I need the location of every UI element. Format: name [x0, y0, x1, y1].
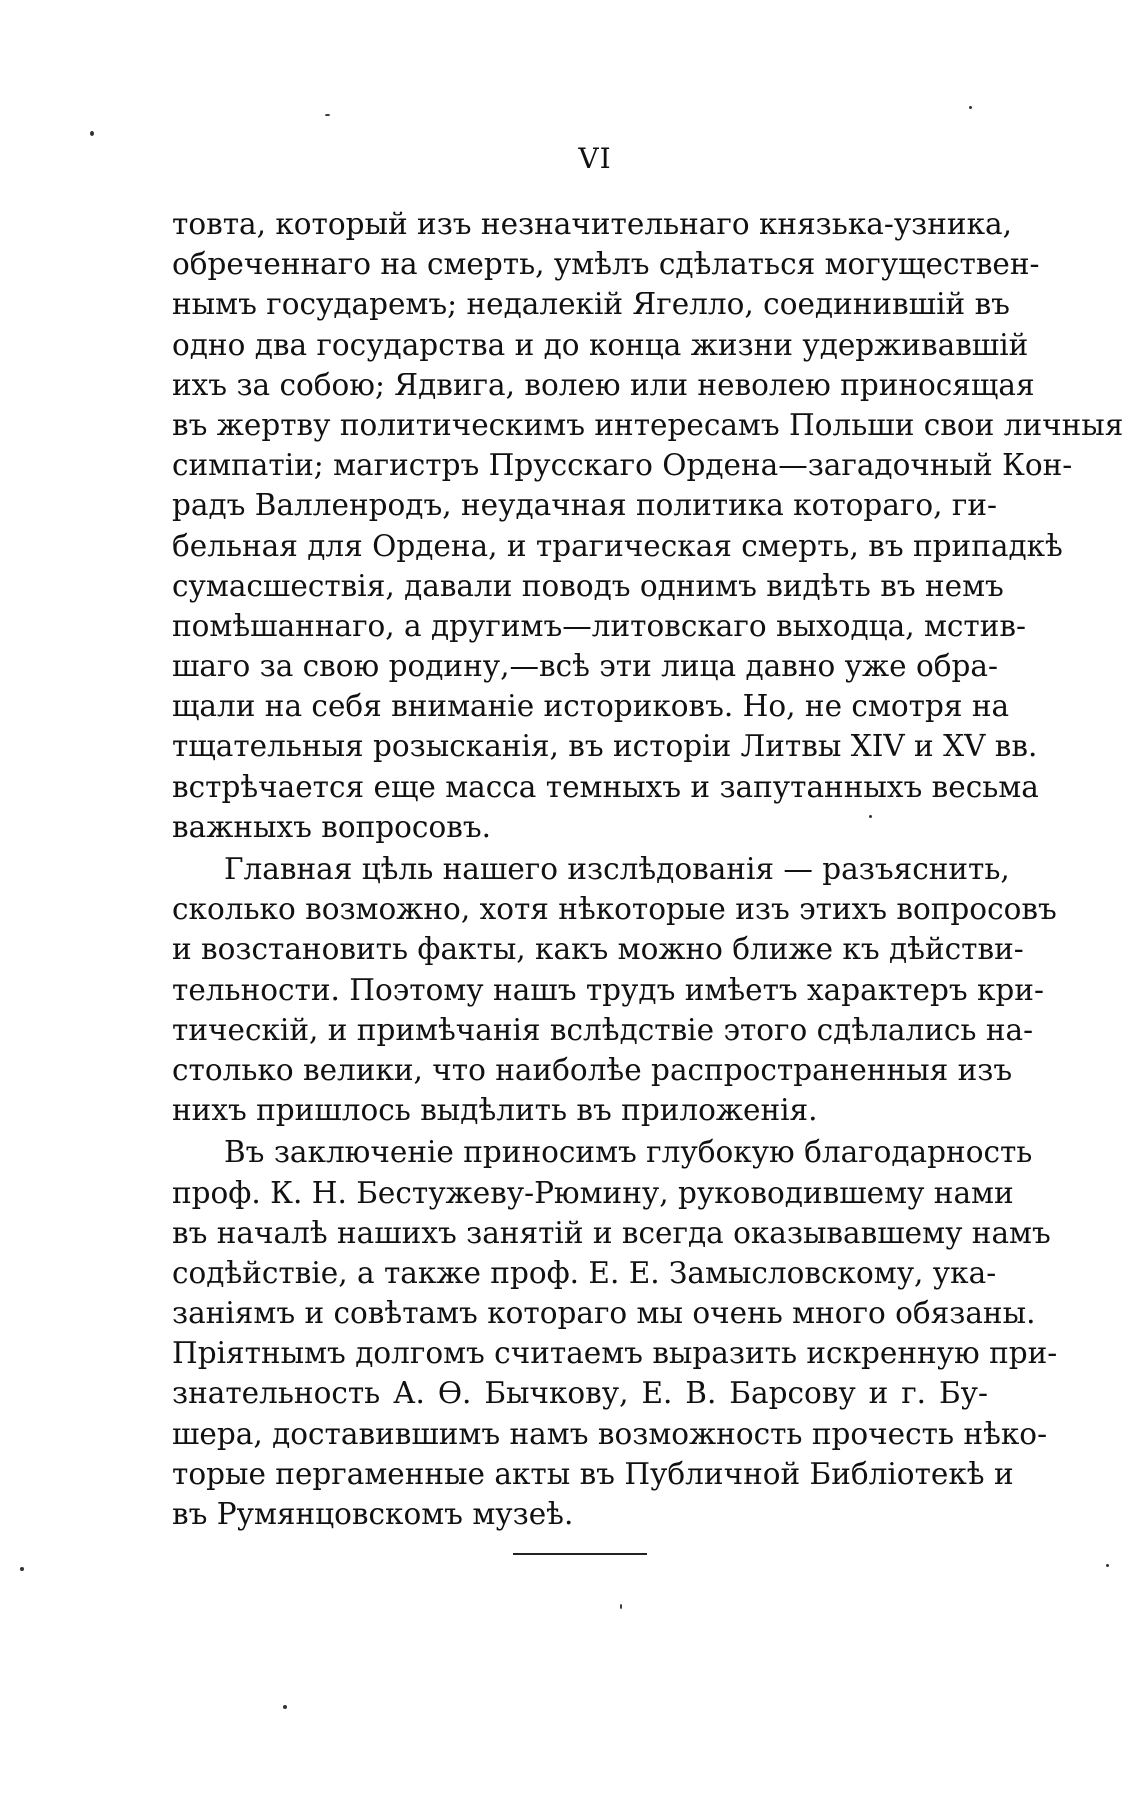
text-line: столько велики, что наиболѣе распространенныя изъ — [172, 1052, 1013, 1087]
text-line: шаго за свою родину,—всѣ эти лица давно уже обра- — [172, 649, 998, 684]
scan-speck — [283, 1705, 287, 1709]
text-line: Главная цѣль нашего изслѣдованія — разъяснить, — [224, 852, 1010, 886]
text-line: содѣйствіе, а также проф. Е. Е. Замысловскому, ука- — [172, 1255, 997, 1290]
scan-speck — [90, 131, 94, 136]
text-line: проф. К. Н. Бестужеву-Рюмину, руководившему нами — [172, 1175, 1014, 1210]
text-line: одно два государства и до конца жизни удерживавшій — [172, 327, 1029, 362]
text-line: сумасшествія, давали поводъ однимъ видѣть въ немъ — [172, 568, 1004, 603]
text-line: въ Румянцовскомъ музеѣ. — [172, 1497, 574, 1531]
scan-speck — [969, 106, 972, 109]
paragraph — [172, 204, 1124, 847]
paragraph — [172, 1132, 1058, 1534]
page-number: VI — [578, 142, 612, 175]
text-line: знательность А. Ѳ. Бычкову, Е. В. Барсову и г. Бу- — [172, 1376, 988, 1411]
text-line: нымъ государемъ; недалекій Ягелло, соединившій въ — [172, 287, 1010, 322]
text-line: торые пергаменные акты въ Публичной Библіотекѣ и — [172, 1456, 1014, 1491]
text-line: и возстановить факты, какъ можно ближе къ дѣйстви- — [172, 932, 1024, 967]
text-line: Въ заключеніе приносимъ глубокую благодарность — [224, 1135, 1033, 1170]
text-line: щали на себя вниманіе историковъ. Но, не смотря на — [172, 689, 1010, 724]
text-line: ихъ за собою; Ядвига, волею или неволею приносящая — [172, 367, 1035, 402]
text-line: Пріятнымъ долгомъ считаемъ выразить искренную при- — [172, 1336, 1058, 1371]
paragraph — [172, 849, 1057, 1130]
text-line: заніямъ и совѣтамъ котораго мы очень много обязаны. — [172, 1296, 1036, 1331]
text-line: шера, доставившимъ намъ возможность прочесть нѣко- — [172, 1416, 1048, 1451]
scan-speck — [325, 114, 330, 116]
end-rule — [513, 1553, 647, 1555]
text-line: нихъ пришлось выдѣлить въ приложенія. — [172, 1093, 818, 1128]
text-line: важныхъ вопросовъ. — [172, 809, 491, 844]
body-text — [172, 204, 1124, 1534]
text-line: товта, который изъ незначительнаго князька-узника, — [172, 207, 1013, 241]
scan-speck — [1106, 1564, 1109, 1567]
scan-speck — [20, 1567, 24, 1571]
scan-speck — [869, 815, 872, 818]
text-line: бельная для Ордена, и трагическая смерть, въ припадкѣ — [172, 528, 1063, 563]
text-line: тическій, и примѣчанія вслѣдствіе этого сдѣлались на- — [172, 1012, 1034, 1047]
text-line: въ началѣ нашихъ занятій и всегда оказывавшему намъ — [172, 1215, 1051, 1250]
text-line: тщательныя розысканія, въ исторіи Литвы XIV и XV вв. — [172, 729, 1038, 764]
text-line: тельности. Поэтому нашъ трудъ имѣетъ характеръ кри- — [172, 972, 1044, 1007]
text-line: обреченнаго на смерть, умѣлъ сдѣлаться могуществен- — [172, 247, 1040, 282]
scan-speck — [620, 1604, 622, 1609]
text-line: симпатіи; магистръ Прусскаго Ордена—загадочный Кон- — [172, 448, 1073, 483]
text-line: въ жертву политическимъ интересамъ Польши свои личныя — [172, 407, 1124, 442]
text-line: помѣшаннаго, а другимъ—литовскаго выходца, мстив- — [172, 608, 1026, 643]
text-line: встрѣчается еще масса темныхъ и запутанныхъ весьма — [172, 769, 1039, 804]
text-line: радъ Валленродъ, неудачная политика котораго, ги- — [172, 488, 997, 523]
text-line: сколько возможно, хотя нѣкоторые изъ этихъ вопросовъ — [172, 892, 1057, 927]
